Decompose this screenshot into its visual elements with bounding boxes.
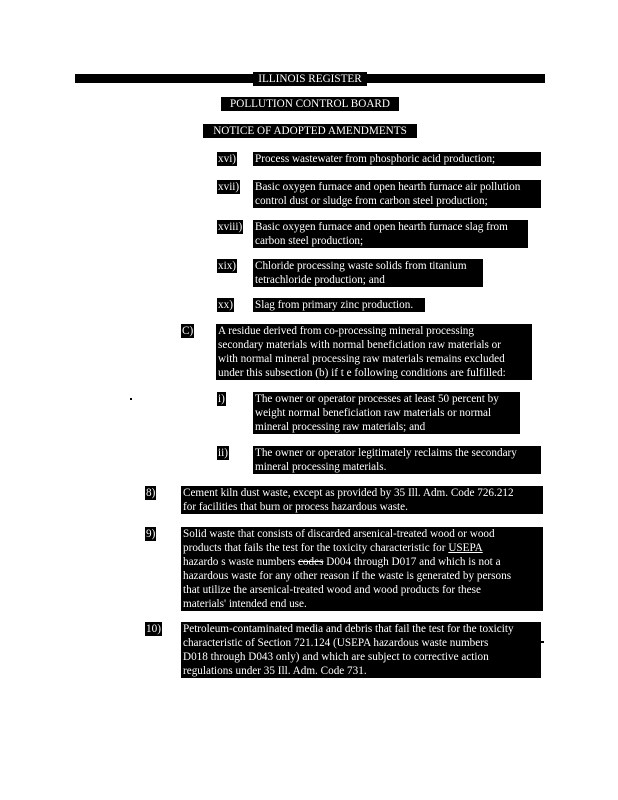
paragraph-text-10 [181, 622, 541, 678]
line: D018 through D043 only) and which are subject to corrective action [183, 651, 489, 663]
line: Chloride processing waste solids from titanium [255, 260, 467, 272]
inserted-text: USEPA [448, 542, 483, 554]
item-text-xvii [253, 180, 541, 208]
item-label-ii: ii) [218, 447, 228, 459]
paragraph-label-8: 8) [146, 487, 156, 499]
line-part: D004 through D017 and which is not a [323, 556, 501, 568]
line: Process wastewater from phosphoric acid production; [255, 153, 496, 165]
line: Petroleum-contaminated media and debris that fail the test for the toxicity [183, 623, 514, 635]
line: with normal mineral processing raw materials remains excluded [218, 353, 505, 365]
line: characteristic of Section 721.124 (USEPA hazardous waste numbers [183, 637, 489, 649]
item-label-xx: xx) [218, 299, 233, 311]
item-text-xviii [253, 220, 528, 248]
paragraph-label-9: 9) [146, 528, 156, 540]
line: A residue derived from co-processing mineral processing [218, 325, 474, 337]
line: The owner or operator legitimately reclaims the secondary [255, 447, 517, 459]
line: tetrachloride production; and [255, 274, 385, 286]
line: The owner or operator processes at least 50 percent by [255, 393, 499, 405]
line: secondary materials with normal beneficiation raw materials or [218, 339, 501, 351]
item-text-xx [253, 298, 425, 312]
item-text-i [253, 392, 520, 434]
notice-title: NOTICE OF ADOPTED AMENDMENTS [203, 124, 417, 138]
paragraph-label-10: 10) [146, 623, 161, 635]
item-label-xvii: xvii) [218, 181, 240, 193]
line: weight normal beneficiation raw materials or normal [255, 407, 492, 419]
line: control dust or sludge from carbon steel production; [255, 195, 488, 207]
line: Basic oxygen furnace and open hearth furnace air pollution [255, 181, 521, 193]
paragraph-text-8 [181, 486, 543, 514]
line [183, 555, 541, 569]
item-text-ii [253, 446, 541, 474]
line: carbon steel production; [255, 235, 364, 247]
line [183, 541, 541, 555]
line-part: products that fails the test for the toxicity characteristic for [183, 542, 449, 554]
item-label-xviii: xviii) [218, 221, 243, 233]
item-text-xix [253, 259, 483, 287]
item-label-i: i) [218, 393, 225, 405]
line: for facilities that burn or process hazardous waste. [183, 501, 408, 513]
item-label-xix: xix) [218, 260, 237, 272]
line: mineral processing materials. [255, 461, 387, 473]
paragraph-text-9 [181, 527, 543, 611]
line: Slag from primary zinc production. [255, 299, 414, 311]
deleted-text: codes [297, 556, 324, 568]
scan-speck [130, 398, 132, 400]
line: hazardous waste for any other reason if the waste is generated by persons [183, 570, 512, 582]
item-label-xvi: xvi) [218, 153, 237, 165]
item-label-C: C) [182, 325, 194, 337]
line: that utilize the arsenical-treated wood and wood products for these [183, 584, 481, 596]
scan-speck [540, 641, 544, 643]
item-text-xvi [253, 152, 541, 166]
board-name: POLLUTION CONTROL BOARD [221, 97, 399, 111]
register-title: ILLINOIS REGISTER [253, 72, 367, 86]
line: Basic oxygen furnace and open hearth furnace slag from [255, 221, 508, 233]
line: materials' intended end use. [183, 598, 307, 610]
line: under this subsection (b) if t e following conditions are fulfilled: [218, 367, 506, 379]
line: regulations under 35 Ill. Adm. Code 731. [183, 665, 367, 677]
line: Cement kiln dust waste, except as provided by 35 Ill. Adm. Code 726.212 [183, 487, 514, 499]
item-text-C [216, 324, 532, 380]
line: mineral processing raw materials; and [255, 421, 426, 433]
line: Solid waste that consists of discarded arsenical-treated wood or wood [183, 528, 495, 540]
line-part: hazardo s waste numbers [183, 556, 298, 568]
